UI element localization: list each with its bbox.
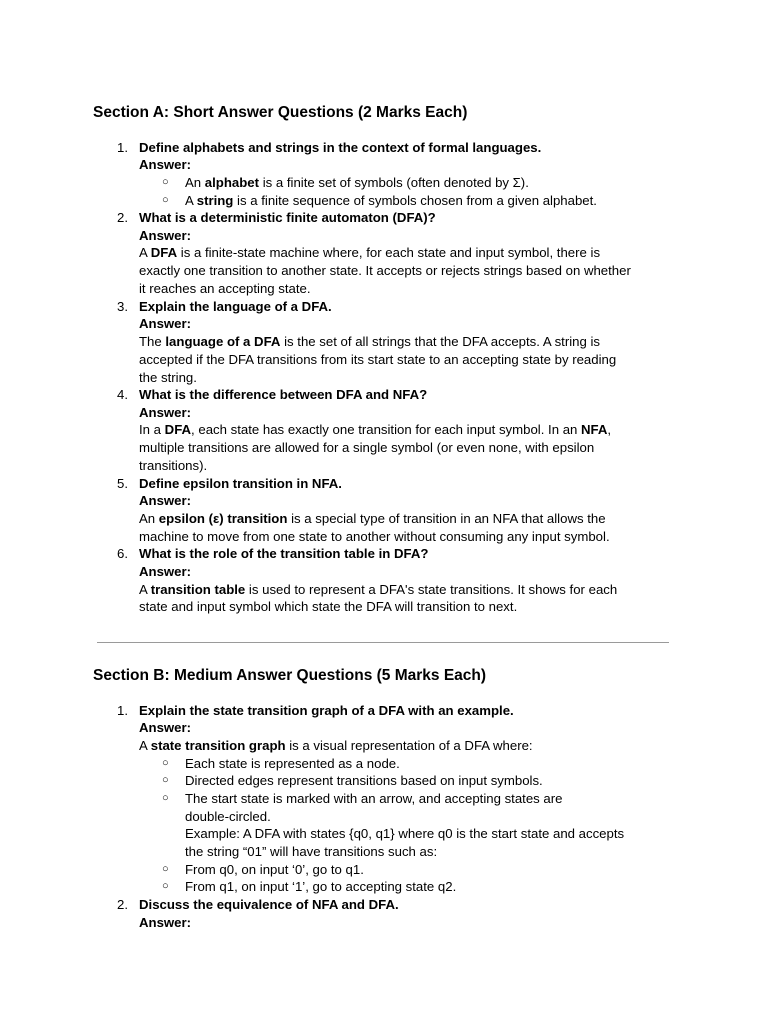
bullet-icon: ○ bbox=[162, 792, 169, 804]
bullet-icon: ○ bbox=[162, 880, 169, 892]
answer-bullet-cont: Example: A DFA with states {q0, q1} where q0 is the start state and accepts bbox=[185, 826, 625, 841]
q-number: 2. bbox=[117, 897, 128, 912]
q-number: 4. bbox=[117, 387, 128, 402]
answer-line: A state transition graph is a visual representation of a DFA where: bbox=[139, 738, 533, 753]
question-text: Define epsilon transition in NFA. bbox=[139, 476, 342, 491]
answer-line: The language of a DFA is the set of all strings that the DFA accepts. A string is bbox=[139, 334, 601, 349]
q-number: 6. bbox=[117, 546, 128, 561]
q-number: 3. bbox=[117, 299, 128, 314]
answer-label: Answer: bbox=[139, 493, 192, 508]
section-a-title: Section A: Short Answer Questions (2 Marks Each) bbox=[93, 104, 468, 121]
answer-label: Answer: bbox=[139, 157, 192, 172]
answer-label: Answer: bbox=[139, 564, 192, 579]
answer-line: multiple transitions are allowed for a single symbol (or even none, with epsilon bbox=[139, 440, 595, 455]
question-text: Explain the language of a DFA. bbox=[139, 299, 332, 314]
question-text: Discuss the equivalence of NFA and DFA. bbox=[139, 897, 399, 912]
answer-line: it reaches an accepting state. bbox=[139, 281, 311, 296]
section-b-title: Section B: Medium Answer Questions (5 Marks Each) bbox=[93, 667, 487, 684]
answer-bullet: A string is a finite sequence of symbols chosen from a given alphabet. bbox=[185, 193, 597, 208]
answer-bullet: An alphabet is a finite set of symbols (often denoted by Σ). bbox=[185, 175, 529, 190]
answer-line: accepted if the DFA transitions from its start state to an accepting state by reading bbox=[139, 352, 617, 367]
bullet-icon: ○ bbox=[162, 757, 169, 769]
answer-line: A transition table is used to represent a DFA's state transitions. It shows for each bbox=[139, 582, 618, 597]
question-text: What is the difference between DFA and NFA? bbox=[139, 387, 428, 402]
bullet-icon: ○ bbox=[162, 774, 169, 786]
section-divider bbox=[97, 642, 669, 643]
question-text: Explain the state transition graph of a DFA with an example. bbox=[139, 703, 514, 718]
question-text: Define alphabets and strings in the context of formal languages. bbox=[139, 140, 542, 155]
answer-line: state and input symbol which state the DFA will transition to next. bbox=[139, 599, 518, 614]
q-number: 1. bbox=[117, 703, 128, 718]
q-number: 5. bbox=[117, 476, 128, 491]
question-text: What is the role of the transition table in DFA? bbox=[139, 546, 429, 561]
answer-line: machine to move from one state to another without consuming any input symbol. bbox=[139, 529, 610, 544]
bullet-icon: ○ bbox=[162, 863, 169, 875]
answer-bullet: From q1, on input ‘1’, go to accepting state q2. bbox=[185, 879, 457, 894]
answer-line: A DFA is a finite-state machine where, for each state and input symbol, there is bbox=[139, 245, 601, 260]
bullet-icon: ○ bbox=[162, 194, 169, 206]
answer-line: In a DFA, each state has exactly one transition for each input symbol. In an NFA, bbox=[139, 422, 612, 437]
answer-line: transitions). bbox=[139, 458, 208, 473]
answer-line: An epsilon (ε) transition is a special type of transition in an NFA that allows the bbox=[139, 511, 606, 526]
q-number: 1. bbox=[117, 140, 128, 155]
answer-label: Answer: bbox=[139, 915, 192, 930]
q-number: 2. bbox=[117, 210, 128, 225]
answer-line: the string. bbox=[139, 370, 197, 385]
answer-bullet: From q0, on input ‘0’, go to q1. bbox=[185, 862, 364, 877]
answer-bullet-cont: the string “01” will have transitions such as: bbox=[185, 844, 438, 859]
answer-label: Answer: bbox=[139, 720, 192, 735]
bullet-icon: ○ bbox=[162, 176, 169, 188]
answer-label: Answer: bbox=[139, 405, 192, 420]
answer-label: Answer: bbox=[139, 316, 192, 331]
answer-line: exactly one transition to another state. It accepts or rejects strings based on whether bbox=[139, 263, 631, 278]
answer-bullet: The start state is marked with an arrow, and accepting states are bbox=[185, 791, 563, 806]
question-text: What is a deterministic finite automaton (DFA)? bbox=[139, 210, 436, 225]
answer-bullet-cont: double-circled. bbox=[185, 809, 271, 824]
answer-label: Answer: bbox=[139, 228, 192, 243]
answer-bullet: Directed edges represent transitions based on input symbols. bbox=[185, 773, 543, 788]
answer-bullet: Each state is represented as a node. bbox=[185, 756, 400, 771]
